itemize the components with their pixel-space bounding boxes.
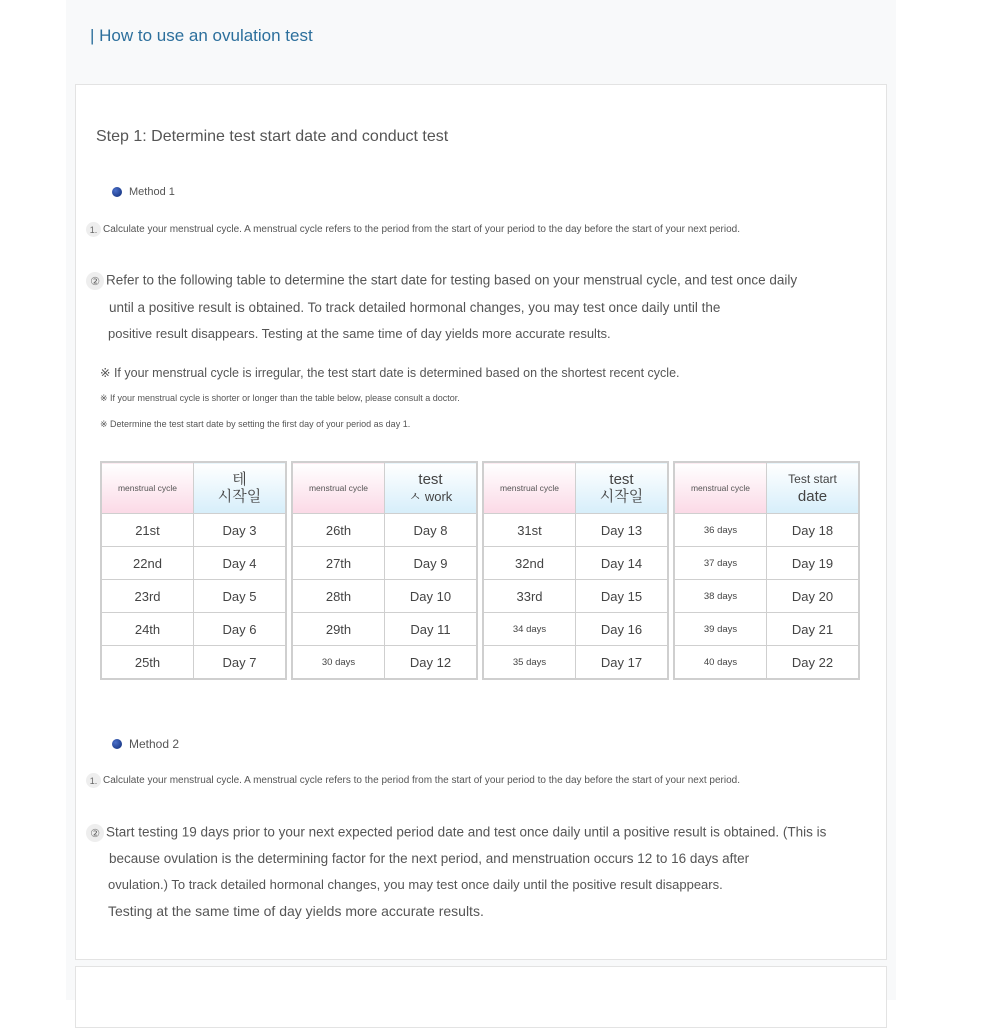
cycle-cell: 40 days (675, 646, 767, 679)
start-day-cell: Day 21 (767, 613, 859, 646)
step-number: ② (86, 824, 104, 842)
method-1-heading (112, 186, 175, 198)
start-day-cell: Day 5 (194, 580, 286, 613)
note-irregular: ※ If your menstrual cycle is irregular, the test start date is determined based on the shortest recent cycle. (100, 366, 680, 380)
start-day-cell: Day 18 (767, 514, 859, 547)
method-2-step-2-line-2: because ovulation is the determining factor for the next period, and menstruation occurs 12 to 16 days after (109, 851, 750, 866)
header-menstrual-cycle: menstrual cycle (484, 463, 576, 514)
start-day-cell: Day 16 (576, 613, 668, 646)
method-1-step-2-line-3: positive result disappears. Testing at the same time of day yields more accurate results. (108, 326, 611, 341)
cycle-cell: 34 days (484, 613, 576, 646)
start-day-cell: Day 3 (194, 514, 286, 547)
header-test-start: test 시작일 (576, 463, 668, 514)
start-day-cell: Day 8 (385, 514, 477, 547)
header-menstrual-cycle: menstrual cycle (675, 463, 767, 514)
cycle-cell: 22nd (102, 547, 194, 580)
step-number: ② (86, 272, 104, 290)
header-test-start: Test start date (767, 463, 859, 514)
bullet-icon (112, 739, 122, 749)
note-day-one: ※ Determine the test start date by setting the first day of your period as day 1. (100, 419, 411, 429)
bullet-icon (112, 187, 122, 197)
cycle-cell: 26th (293, 514, 385, 547)
start-day-cell: Day 22 (767, 646, 859, 679)
cycle-table-1 (101, 462, 286, 679)
cycle-cell: 29th (293, 613, 385, 646)
start-day-cell: Day 11 (385, 613, 477, 646)
start-day-cell: Day 4 (194, 547, 286, 580)
step-number: 1. (86, 222, 101, 237)
method-2-step-1 (86, 773, 740, 788)
header-test-start: test ㅅ work (385, 463, 477, 514)
start-day-cell: Day 14 (576, 547, 668, 580)
section-title: | How to use an ovulation test (90, 26, 313, 45)
cycle-cell: 28th (293, 580, 385, 613)
cycle-cell: 35 days (484, 646, 576, 679)
method-2-heading (112, 737, 179, 751)
start-day-cell: Day 9 (385, 547, 477, 580)
next-card (75, 966, 887, 1028)
method-1-step-2-line-2: until a positive result is obtained. To track detailed hormonal changes, you may test once daily until the (109, 300, 721, 315)
header-menstrual-cycle: menstrual cycle (102, 463, 194, 514)
cycle-table-4 (674, 462, 859, 679)
start-day-cell: Day 10 (385, 580, 477, 613)
start-day-cell: Day 13 (576, 514, 668, 547)
cycle-cell: 23rd (102, 580, 194, 613)
cycle-cell: 24th (102, 613, 194, 646)
step-title: Step 1: Determine test start date and conduct test (96, 128, 449, 145)
cycle-table-3 (483, 462, 668, 679)
cycle-cell: 33rd (484, 580, 576, 613)
start-day-cell: Day 17 (576, 646, 668, 679)
method-2-step-2-line-3: ovulation.) To track detailed hormonal changes, you may test once daily until the positive result disappears. (108, 877, 723, 892)
cycle-cell: 27th (293, 547, 385, 580)
cycle-cell: 37 days (675, 547, 767, 580)
cycle-cell: 36 days (675, 514, 767, 547)
method-1-label: Method 1 (129, 186, 175, 198)
step-number: 1. (86, 773, 101, 788)
method-1-step-1-text: Calculate your menstrual cycle. A menstrual cycle refers to the period from the start of your period to the day before the start of your next period. (103, 224, 740, 235)
cycle-cell: 30 days (293, 646, 385, 679)
header-test-start: 테 시작일 (194, 463, 286, 514)
start-day-cell: Day 6 (194, 613, 286, 646)
method-2-label: Method 2 (129, 737, 180, 751)
note-consult: ※ If your menstrual cycle is shorter or longer than the table below, please consult a doctor. (100, 393, 460, 403)
cycle-cell: 21st (102, 514, 194, 547)
cycle-cell: 39 days (675, 613, 767, 646)
cycle-cell: 32nd (484, 547, 576, 580)
method-2-step-1-text: Calculate your menstrual cycle. A menstrual cycle refers to the period from the start of your period to the day before the start of your next period. (103, 775, 740, 786)
method-2-step-2-line-1: ② Start testing 19 days prior to your next expected period date and test once daily until a positive result is obtained. (This is (86, 824, 826, 842)
method-1-step-2-line-1: ② Refer to the following table to determine the start date for testing based on your menstrual cycle, and test once daily (86, 272, 797, 290)
header-menstrual-cycle: menstrual cycle (293, 463, 385, 514)
cycle-cell: 31st (484, 514, 576, 547)
cycle-cell: 38 days (675, 580, 767, 613)
method-1-step-1 (86, 222, 740, 237)
start-day-cell: Day 15 (576, 580, 668, 613)
start-day-cell: Day 20 (767, 580, 859, 613)
cycle-cell: 25th (102, 646, 194, 679)
start-day-cell: Day 12 (385, 646, 477, 679)
start-day-cell: Day 19 (767, 547, 859, 580)
cycle-table-2 (292, 462, 477, 679)
method-2-step-2-line-4: Testing at the same time of day yields more accurate results. (108, 903, 484, 919)
start-day-cell: Day 7 (194, 646, 286, 679)
